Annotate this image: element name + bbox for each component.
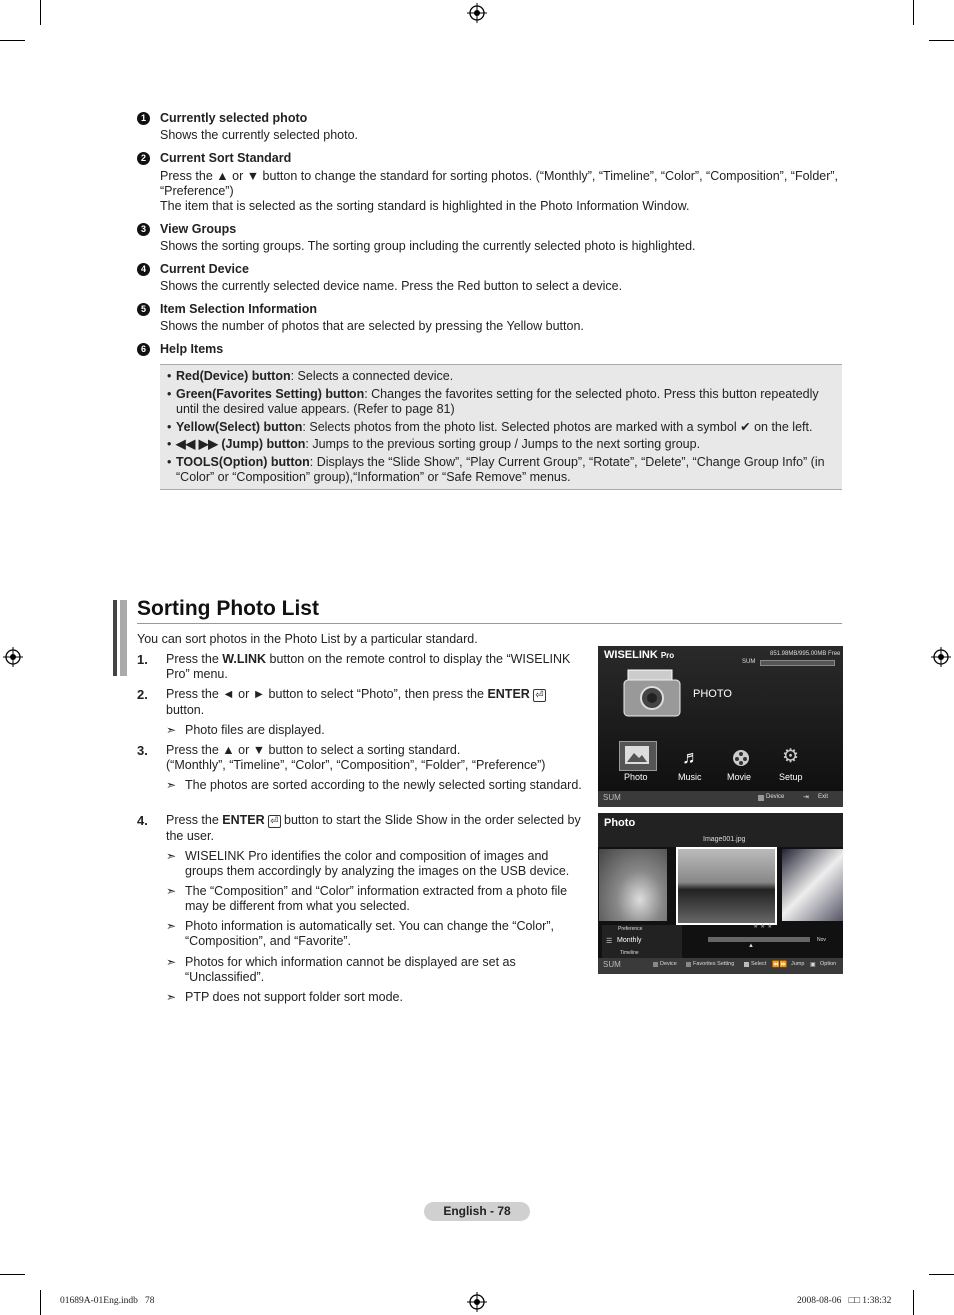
footer-device-label: SUM <box>603 793 621 802</box>
section-bar <box>113 600 117 676</box>
help-item <box>176 387 836 417</box>
file-name: Image001.jpg <box>703 836 746 843</box>
note-arrow-icon: ➣ <box>166 849 177 863</box>
help-item-text: : Selects a connected device. <box>290 369 454 383</box>
registration-mark-icon <box>3 647 23 667</box>
crop-mark <box>40 0 41 25</box>
help-item <box>176 437 836 452</box>
step-text: Press the W.LINK button on the remote control to display the “WISELINK Pro” menu. <box>166 652 571 681</box>
menu-item-photo[interactable]: Photo <box>624 772 648 782</box>
music-icon: ♬ <box>682 747 700 767</box>
help-item-text: : Selects photos from the photo list. Selected photos are marked with a symbol ✔ on the left. <box>302 420 813 434</box>
help-item <box>176 455 836 485</box>
photo-title: Photo <box>604 817 636 829</box>
item-body: Shows the number of photos that are selected by pressing the Yellow button. <box>160 319 584 333</box>
list-icon: ☰ <box>606 938 613 945</box>
page-number-badge: English - 78 <box>424 1202 530 1221</box>
tools-icon: ▣ <box>810 962 816 968</box>
bullet: • <box>167 420 172 434</box>
help-item-text: : Displays the “Slide Show”, “Play Current Group”, “Rotate”, “Delete”, “Change Group Info” (in “Color” or “Composition” group),“Information” or “Safe Remove” menus. <box>176 455 825 484</box>
note-text: Photo files are displayed. <box>185 723 325 737</box>
item-number-badge: 5 <box>137 303 150 316</box>
rating-stars: ★ ★ ★ <box>753 924 773 930</box>
bullet: • <box>167 437 172 451</box>
item-title: Item Selection Information <box>160 302 317 316</box>
item-number-badge: 4 <box>137 263 150 276</box>
step-text: Press the ENTER ⏎ button to start the Slide Show in the order selected by the user. <box>166 813 581 843</box>
free-space-bar <box>760 660 835 666</box>
footer-select-hint: Select <box>751 961 767 967</box>
wiselink-menu-screenshot <box>598 646 843 807</box>
item-number-badge: 2 <box>137 152 150 165</box>
enter-icon: ⏎ <box>270 816 279 827</box>
step-number: 3. <box>137 743 148 758</box>
note-text: The photos are sorted according to the newly selected sorting standard. <box>185 778 582 792</box>
thumbnail-mountain <box>782 849 843 921</box>
wiselink-logo: WISELINK Pro <box>604 649 675 661</box>
note-arrow-icon: ➣ <box>166 955 177 969</box>
registration-mark-icon <box>467 3 487 23</box>
red-button-icon <box>653 962 658 967</box>
crop-mark <box>913 0 914 25</box>
item-title: View Groups <box>160 222 237 236</box>
menu-item-setup[interactable]: Setup <box>779 772 803 782</box>
group-nav-label: Nov <box>817 937 826 943</box>
help-item <box>176 369 836 384</box>
help-item-label: TOOLS(Option) button <box>176 455 310 469</box>
help-item-text: : Changes the favorites setting for the selected photo. Press this button repeatedly until the desired value appears. (Refer to page 81) <box>176 387 819 416</box>
help-items-box <box>160 364 842 490</box>
bullet: • <box>167 369 172 383</box>
section-bar <box>120 600 127 676</box>
crop-mark <box>929 1274 954 1275</box>
note-text: PTP does not support folder sort mode. <box>185 990 403 1004</box>
photo-menu-icon <box>624 745 650 765</box>
footer-sum: SUM <box>603 960 621 969</box>
help-item-label: Red(Device) button <box>176 369 291 383</box>
note-text: Photos for which information cannot be displayed are set as “Unclassified”. <box>185 955 516 984</box>
group-pointer-icon: ▲ <box>748 943 754 949</box>
footer-exit-hint: Exit <box>818 794 829 800</box>
note-arrow-icon: ➣ <box>166 884 177 898</box>
bullet: • <box>167 455 172 469</box>
menu-item-music[interactable]: Music <box>678 772 702 782</box>
item-body: Shows the currently selected device name. Press the Red button to select a device. <box>160 279 623 293</box>
note-text: Photo information is automatically set. You can change the “Color”, “Composition”, and “Favorite”. <box>185 919 554 948</box>
crop-mark <box>40 1290 41 1315</box>
note-arrow-icon: ➣ <box>166 778 177 792</box>
item-title: Help Items <box>160 342 224 356</box>
film-reel-icon <box>732 749 750 767</box>
file-info: 01689A-01Eng.indb 78 <box>60 1296 155 1306</box>
item-title: Current Sort Standard <box>160 151 292 165</box>
step-text: Press the ▲ or ▼ button to select a sorting standard. (“Monthly”, “Timeline”, “Color”, “Composition”, “Folder”, “Preference”) <box>166 743 546 772</box>
crop-mark <box>913 1290 914 1315</box>
yellow-button-icon <box>744 962 749 967</box>
sort-option[interactable]: Preference <box>618 926 643 932</box>
help-item <box>176 420 836 435</box>
crop-mark <box>0 40 25 41</box>
footer-option-hint: Option <box>820 961 837 967</box>
camera-photo-icon <box>622 668 684 720</box>
step-number: 1. <box>137 652 148 667</box>
device-label: SUM <box>742 659 756 665</box>
intro-text: You can sort photos in the Photo List by a particular standard. <box>137 632 478 646</box>
group-bar <box>708 937 810 942</box>
note-text: WISELINK Pro identifies the color and composition of images and groups them accordingly by analyzing the images on the USB device. <box>185 849 570 878</box>
footer-device-hint: Device <box>660 961 677 967</box>
print-timestamp: 2008-08-06 □□ 1:38:32 <box>797 1296 892 1306</box>
item-body: Shows the currently selected photo. <box>160 128 359 142</box>
menu-item-movie[interactable]: Movie <box>727 772 752 782</box>
jump-buttons-icon: ⏪⏩ <box>772 962 787 968</box>
footer-device-hint: Device <box>766 794 785 800</box>
step-number: 4. <box>137 813 148 828</box>
registration-mark-icon <box>467 1292 487 1312</box>
gear-icon: ⚙ <box>782 746 800 767</box>
help-item-text: : Jumps to the previous sorting group / Jumps to the next sorting group. <box>305 437 701 451</box>
footer-jump-hint: Jump <box>791 961 805 967</box>
exit-icon: ⇥ <box>803 794 809 801</box>
item-body: Press the ▲ or ▼ button to change the standard for sorting photos. (“Monthly”, “Timeline”, “Color”, “Composition”, “Folder”, “Preference”) <box>160 169 839 198</box>
enter-icon: ⏎ <box>535 690 544 701</box>
sort-option-selected[interactable]: Monthly <box>617 937 642 944</box>
registration-mark-icon <box>931 647 951 667</box>
thumbnail-beach[interactable] <box>676 847 777 925</box>
photo-center-label: PHOTO <box>693 688 732 700</box>
bullet: • <box>167 387 172 401</box>
green-button-icon <box>686 962 691 967</box>
crop-mark <box>0 1274 25 1275</box>
item-number-badge: 3 <box>137 223 150 236</box>
footer-favorites-hint: Favorites Setting <box>693 961 735 967</box>
note-arrow-icon: ➣ <box>166 919 177 933</box>
help-item-label: Green(Favorites Setting) button <box>176 387 365 401</box>
note-text: The “Composition” and “Color” information extracted from a photo file may be different from what you selected. <box>185 884 568 913</box>
note-arrow-icon: ➣ <box>166 990 177 1004</box>
item-number-badge: 1 <box>137 112 150 125</box>
step-text: Press the ◄ or ► button to select “Photo”, then press the ENTER ⏎ button. <box>166 687 544 717</box>
section-rule <box>137 623 842 624</box>
item-body: Shows the sorting groups. The sorting group including the currently selected photo is highlighted. <box>160 239 696 253</box>
note-arrow-icon: ➣ <box>166 723 177 737</box>
sort-option[interactable]: Timeline <box>620 950 639 956</box>
thumbnail-sheep <box>599 849 667 921</box>
item-body: The item that is selected as the sorting standard is highlighted in the Photo Information Window. <box>160 199 690 213</box>
section-title: Sorting Photo List <box>137 597 319 620</box>
crop-mark <box>929 40 954 41</box>
step-number: 2. <box>137 687 148 702</box>
item-title: Current Device <box>160 262 249 276</box>
help-item-label: ◀◀ ▶▶ (Jump) button <box>176 437 306 451</box>
photo-list-screenshot <box>598 813 843 974</box>
red-button-icon <box>758 795 764 801</box>
free-space-text: 851.98MB/995.00MB Free <box>770 651 841 657</box>
item-title: Currently selected photo <box>160 111 308 125</box>
help-item-label: Yellow(Select) button <box>176 420 303 434</box>
item-number-badge: 6 <box>137 343 150 356</box>
